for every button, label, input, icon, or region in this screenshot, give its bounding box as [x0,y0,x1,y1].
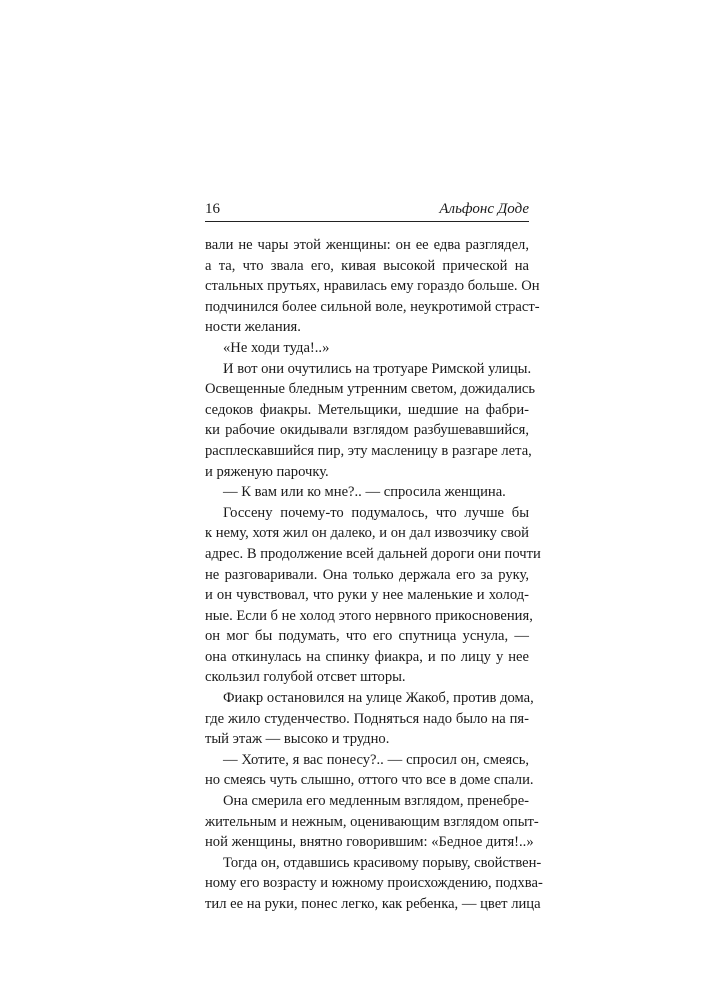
text-line: она откинулась на спинку фиакра, и по лицу у нее [205,648,529,665]
text-line: и ряженую парочку. [205,463,329,480]
text-line: скользил голубой отсвет шторы. [205,669,406,686]
text-line: тил ее на руки, понес легко, как ребенка, — цвет лица [205,896,541,912]
text-line: а та, что звала его, кивая высокой прической на [205,257,529,274]
text-line: «Не ходи туда!..» [223,339,330,356]
text-line: вали не чары этой женщины: он ее едва разглядел, [205,237,529,253]
text-line: ные. Если б не холод этого нервного прикосновения, [205,607,533,624]
text-line: — К вам или ко мне?.. — спросила женщина. [223,484,506,501]
paragraph [205,235,540,338]
body-text [205,235,543,915]
text-line: где жило студенчество. Подняться надо было на пя- [205,710,529,727]
text-line: жительным и нежным, оценивающим взглядом опыт- [205,813,539,830]
text-line: Тогда он, отдавшись красивому порыву, свойствен- [223,854,542,871]
text-line: подчинился более сильной воле, неукротимой страст- [205,298,540,315]
text-line: Она смерила его медленным взглядом, пренебре- [223,793,530,810]
paragraph [205,482,529,503]
text-line: к нему, хотя жил он далеко, и он дал извозчику свой [205,525,529,542]
text-line: Фиакр остановился на улице Жакоб, против дома, [223,690,534,707]
text-line: ной женщины, внятно говорившим: «Бедное дитя!..» [205,834,534,851]
running-head-author: Альфонс Доде [439,201,529,217]
text-line: адрес. В продолжение всей дальней дороги они почти [205,545,541,562]
text-line: он мог бы подумать, что его спутница уснула, — [205,628,529,645]
text-line: ки рабочие окидывали взглядом разбушевавшийся, [205,422,529,439]
paragraph [205,750,534,791]
running-header [205,199,529,222]
paragraph [205,338,529,359]
paragraph [205,791,539,853]
text-line: И вот они очутились на тротуаре Римской улицы. [223,360,532,377]
text-line: стальных прутьях, нравилась ему гораздо больше. Он [205,278,540,295]
paragraph [205,359,536,483]
text-line: тый этаж — высоко и трудно. [205,731,390,748]
text-line: ному его возрасту и южному происхождению, подхва- [205,875,543,892]
paragraph [205,688,534,750]
paragraph [205,853,543,915]
text-line: но смеясь чуть слышно, оттого что все в доме спали. [205,772,534,789]
page-number: 16 [205,201,220,217]
paragraph [205,503,541,688]
text-line: и он чувствовал, что руки у нее маленькие и холод- [205,587,529,604]
text-line: седоков фиакры. Метельщики, шедшие на фабри- [205,401,529,418]
text-line: Освещенные бледным утренним светом, дожидались [205,381,536,398]
text-line: расплескавшийся пир, эту масленицу в разгаре лета, [205,442,532,459]
text-line: — Хотите, я вас понесу?.. — спросил он, смеясь, [223,751,529,768]
text-line: ности желания. [205,319,301,336]
text-line: не разговаривали. Она только держала его за руку, [205,566,529,583]
text-line: Госсену почему-то подумалось, что лучше бы [223,504,529,521]
